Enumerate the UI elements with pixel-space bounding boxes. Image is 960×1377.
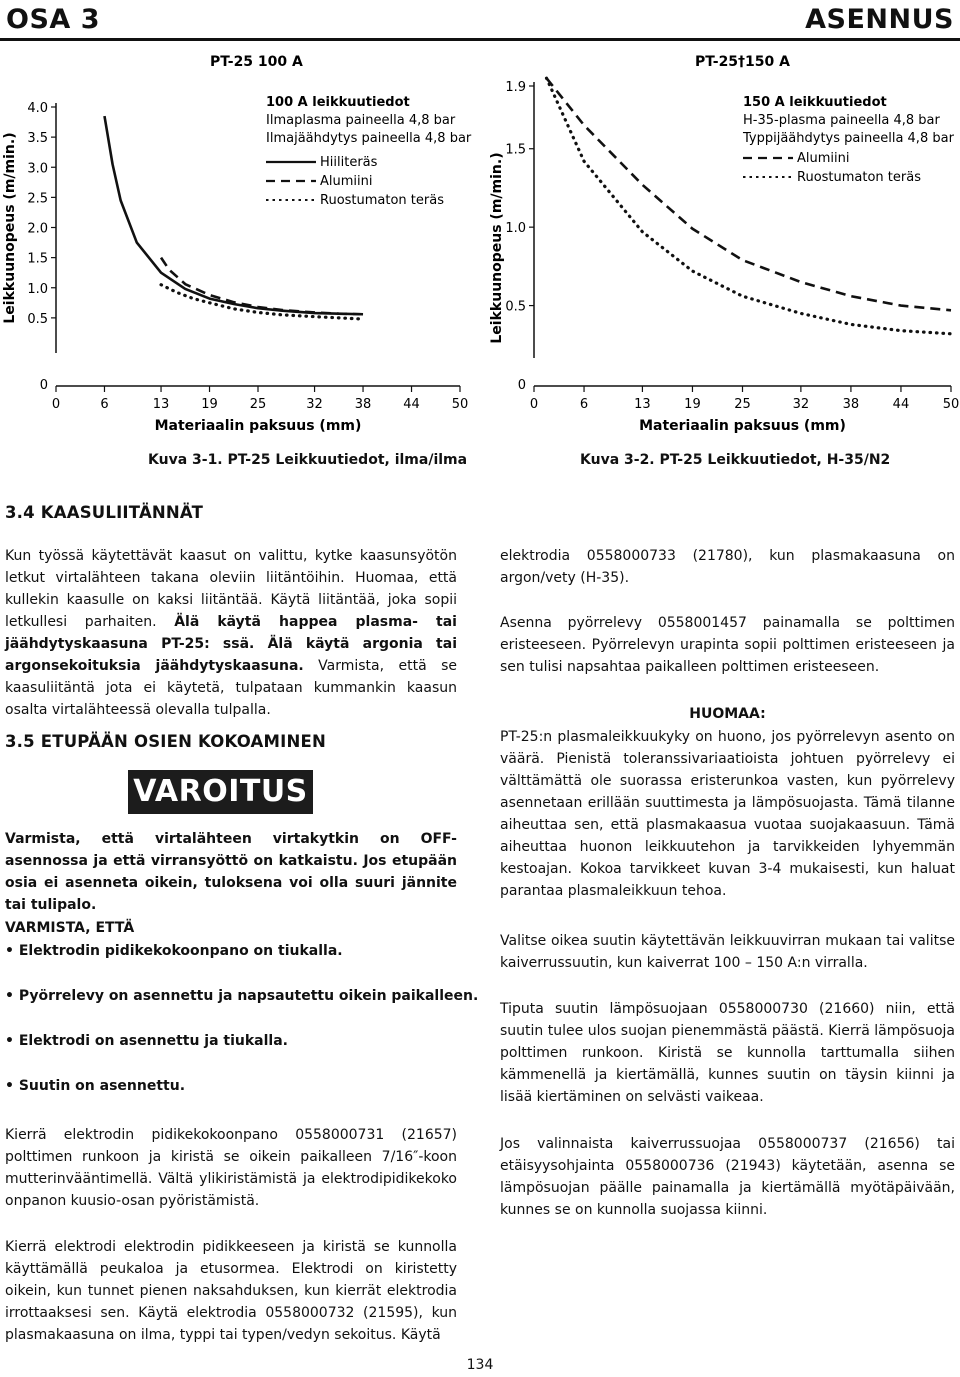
y-tick-label: 0.5 (27, 311, 48, 327)
y-tick-label: 1.9 (505, 80, 526, 95)
right-para-2: Asenna pyörrelevy 0558001457 painamalla se polttimen eristeeseen. Pyörrelevyn urapinta sopii polttimen eristeeseen ja sen tulisi napsahtaa paikalleen polttimen eristeeseen. (500, 615, 955, 675)
y-tick-label: 2.0 (27, 221, 48, 237)
right-para-5: Jos valinnaista kaiverrussuojaa 0558000737 (21656) tai etäisyysohjainta 0558000736 (21943) käytetään, asenna se lämpösuojan päälle painamalla ja kiertämällä myötäpäivään, kunnes se on kunnolla suojassa kiinni. (500, 1136, 955, 1218)
y-axis-label: Leikkuunopeus (m/min.) (489, 152, 505, 344)
bullet-text: Elektrodi on asennettu ja tiukalla. (18, 1033, 288, 1049)
page-header (0, 0, 960, 42)
warning-text: Varmista, että virtalähteen virtakytkin on OFF-asennossa ja että virransyöttö on katkaistu. Jos etupään osia ei asenneta oikein, tuloksena voi olla suuri jännite tai tulipalo. (5, 831, 457, 913)
figure-caption-2: Kuva 3-2. PT-25 Leikkuutiedot, H-35/N2 (580, 452, 891, 468)
electrode-text: Kierrä elektrodi elektrodin pidikkeeseen ja kiristä se kunnolla käyttämällä peukaloa ja etusormea. Elektrodi on kiristetty oikein, kun tunnet pienen naksahduksen, kun kierrät elektrodia irrottaaksesi sen. Käytä elektrodia 0558000732 (21595), kun plasmakaasuna on ilma, typpi tai typen/vedyn sekoitus. Käytä (5, 1239, 457, 1343)
y-tick-label: 3.5 (27, 131, 48, 147)
right-para-4: Tiputa suutin lämpösuojaan 0558000730 (21660) niin, että suutin tulee ulos suojan pienemmästä päästä. Kierrä lämpösuoja polttimen runkoon. Kiristä se kunnolla tarttumalla siihen kämmenellä ja kiertämällä, kunnes suutin on täysin kiinni ja lisää kiertäminen on selvästi vaikeaa. (500, 1001, 955, 1105)
gas-text-part-1: Kun työssä käytettävät kaasut on valittu, kytke kaasunsyötön letkut virtalähteen takana oleviin liitäntöihin. Huomaa, että kullekin kaasulle on kaksi liitäntää. Käytä liitäntää, joka sopii letkullesi parhaiten. (5, 548, 457, 630)
chart-cutting-data-150a (485, 48, 960, 438)
section-title-3-4: 3.4 KAASULIITÄNNÄT (5, 503, 204, 522)
warning-label: VAROITUS (128, 770, 313, 814)
list-item: • Suutin on asennettu. (5, 1078, 186, 1094)
x-tick-label: 6 (100, 397, 109, 412)
note-title: HUOMAA: (689, 706, 766, 722)
x-tick-label: 25 (249, 397, 267, 412)
legend-header-line: Ilmajäähdytys paineella 4,8 bar (266, 131, 472, 146)
list-item: • Elektrodi on asennettu ja tiukalla. (5, 1033, 288, 1049)
x-tick-label: 44 (403, 397, 420, 412)
gas-connections-text (5, 545, 457, 721)
legend-label: Alumiini (320, 174, 373, 189)
legend-label: Ruostumaton teräs (320, 193, 444, 208)
figure-caption-1: Kuva 3-1. PT-25 Leikkuutiedot, ilma/ilma (148, 452, 468, 468)
section-title-3-5: 3.5 ETUPÄÄN OSIEN KOKOAMINEN (5, 732, 326, 751)
y-tick-label: 1.0 (27, 281, 48, 297)
bullet-text: Pyörrelevy on asennettu ja napsautettu oikein paikalleen. (18, 988, 479, 1004)
legend-header-line: H-35-plasma paineella 4,8 bar (743, 113, 940, 128)
gas-warning-bold: Älä käytä happea plasma- tai jäähdytyskaasuna PT-25: ssä. Älä käytä argonia tai argonsekoituksia jäähdytyskaasuna. (5, 614, 457, 674)
right-para-3: Valitse oikea suutin käytettävän leikkuuvirran mukaan tai valitse kaiverrussuutin, kun kaiverrat 100 – 150 A:n virralla. (500, 933, 955, 971)
x-tick-label: 19 (201, 397, 218, 412)
x-tick-label: 25 (734, 397, 751, 412)
list-item: • Elektrodin pidikekokoonpano on tiukalla. (5, 943, 343, 959)
chart-title: PT-25 100 A (210, 54, 303, 70)
legend-label: Ruostumaton teräs (797, 170, 921, 185)
chart-cutting-data-100a (0, 48, 475, 438)
x-tick-label: 38 (842, 397, 860, 412)
x-axis-label: Materiaalin paksuus (mm) (154, 418, 362, 434)
right-para-1: elektrodia 0558000733 (21780), kun plasmakaasuna on argon/vety (H-35). (500, 548, 955, 586)
list-item: • Pyörrelevy on asennettu ja napsautettu oikein paikalleen. (5, 988, 479, 1004)
x-tick-label: 6 (579, 397, 589, 412)
x-tick-label: 32 (792, 397, 810, 412)
x-tick-label: 50 (451, 397, 469, 412)
y-tick-label: 1.5 (505, 142, 526, 158)
y-tick-label: 0 (517, 378, 526, 393)
y-tick-label: 4.0 (27, 101, 48, 116)
y-tick-label: 0.5 (505, 299, 526, 315)
gas-text-part-2: Varmista, että se kaasuliitäntä jota ei käytetä, tulpataan kummankin kaasun osalta virtalähteessä olevalla tulpalla. (5, 658, 457, 718)
x-tick-label: 13 (634, 397, 651, 412)
x-axis-label: Materiaalin paksuus (mm) (639, 418, 846, 434)
y-tick-label: 0 (39, 378, 48, 393)
check-title: VARMISTA, ETTÄ (5, 920, 135, 936)
y-tick-label: 1.5 (27, 251, 48, 267)
chapter-label: ASENNUS (805, 4, 954, 35)
legend-header-line: 150 A leikkuutiedot (743, 95, 887, 110)
x-tick-label: 0 (51, 397, 61, 412)
chart-title: PT-25†150 A (695, 54, 790, 70)
legend-label: Alumiini (797, 151, 850, 166)
x-tick-label: 32 (306, 397, 323, 412)
legend-header-line: Typpijäähdytys paineella 4,8 bar (743, 131, 954, 146)
series-line-dashed (161, 258, 363, 315)
header-rule (0, 38, 960, 41)
x-tick-label: 0 (529, 397, 539, 412)
legend-header-line: Ilmaplasma paineella 4,8 bar (266, 113, 456, 128)
x-tick-label: 13 (152, 397, 170, 412)
x-tick-label: 38 (354, 397, 372, 412)
bullet-text: Elektrodin pidikekokoonpano on tiukalla. (18, 943, 343, 959)
y-tick-label: 2.5 (27, 191, 48, 207)
y-tick-label: 1.0 (505, 221, 526, 237)
section-label: OSA 3 (6, 4, 100, 35)
electrode-holder-text: Kierrä elektrodin pidikekokoonpano 0558000731 (21657) polttimen runkoon ja kiristä se oikein paikalleen 7/16″-koon mutterinvääntimellä. Vältä ylikiristämistä ja elektrodipidikekoko onpanon kuusio-osan pyöristämistä. (5, 1127, 457, 1209)
bullet-text: Suutin on asennettu. (18, 1078, 186, 1094)
legend-label: Hiiliteräs (320, 155, 378, 170)
y-tick-label: 3.0 (27, 161, 48, 177)
x-tick-label: 50 (942, 397, 960, 412)
x-tick-label: 44 (892, 397, 910, 412)
page-number: 134 (466, 1357, 494, 1373)
y-axis-label: Leikkuunopeus (m/min.) (2, 132, 18, 324)
note-text: PT-25:n plasmaleikkuukyky on huono, jos pyörrelevyn asento on väärä. Pienistä toleranssivariaatioista johtuen pyörrelevy ei välttämättä ole suorassa eristerunkoa vasten, kun pyörrelevy asennetaan erillään suuttimesta ja lämpösuojasta. Tämä tilanne aiheuttaa sen, että plasmakaasua vuotaa suojakaasuun. Tämä aiheuttaa huonon leikkuutehon ja tarvikkeiden lyhyemmän kestoajan. Kokoa tarvikkeet kuvan 3-4 mukaisesti, kun haluat parantaa plasmaleikkuun tehoa. (500, 729, 955, 899)
x-tick-label: 19 (684, 397, 701, 412)
legend-header-line: 100 A leikkuutiedot (266, 95, 410, 110)
